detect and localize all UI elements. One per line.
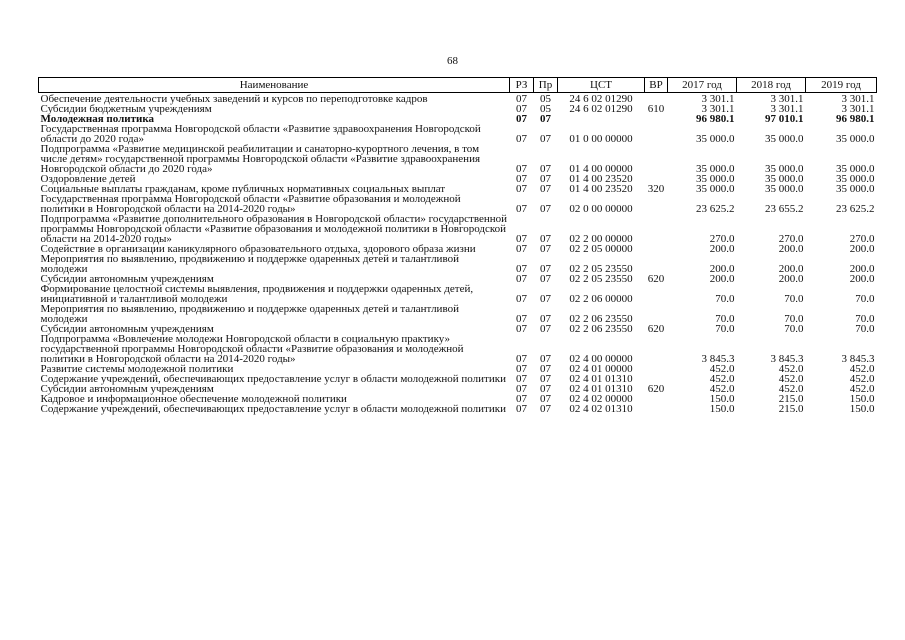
row-rz: 07 xyxy=(516,113,527,125)
row-pr: 07 xyxy=(540,373,551,385)
row-2018: 200.0 xyxy=(778,273,804,285)
row-2019: 200.0 xyxy=(849,243,875,255)
row-2017: 96 980.1 xyxy=(696,113,735,125)
row-2019: 270.0 xyxy=(849,233,875,245)
row-2018: 452.0 xyxy=(778,373,804,385)
row-2019: 35 000.0 xyxy=(836,163,875,175)
table-body xyxy=(39,93,877,415)
row-2019: 35 000.0 xyxy=(836,173,875,185)
row-2019: 452.0 xyxy=(849,373,875,385)
row-name: Подпрограмма «Вовлечение молодежи Новгородской области в социальную практику» государственной программы Новгородской области «Развитие образования и молодежной политики в Новгородской области на 2014-2020 годы» xyxy=(40,333,464,365)
row-pr: 07 xyxy=(540,173,551,185)
row-rz: 07 xyxy=(516,183,527,195)
row-name: Мероприятия по выявлению, продвижению и поддержке одаренных детей и талантливой молодежи xyxy=(40,303,459,325)
row-rz: 07 xyxy=(516,233,527,245)
row-pr: 07 xyxy=(540,393,551,405)
row-rz: 07 xyxy=(516,403,527,415)
row-name: Содержание учреждений, обеспечивающих предоставление услуг в области молодежной политики xyxy=(40,403,506,415)
row-2017: 35 000.0 xyxy=(696,133,735,145)
row-cst: 02 4 01 00000 xyxy=(569,363,633,375)
row-vr: 320 xyxy=(647,183,665,195)
row-pr: 07 xyxy=(540,233,551,245)
row-vr xyxy=(645,194,668,214)
table-row xyxy=(39,404,877,414)
table-row xyxy=(39,254,877,274)
row-name: Мероприятия по выявлению, продвижению и поддержке одаренных детей и талантливой молодежи xyxy=(40,253,459,275)
row-2017: 70.0 xyxy=(715,313,735,325)
table-row xyxy=(39,124,877,144)
table-row xyxy=(39,104,877,114)
row-2018: 200.0 xyxy=(778,263,804,275)
row-2017: 35 000.0 xyxy=(696,173,735,185)
row-2017: 35 000.0 xyxy=(696,163,735,175)
row-pr: 07 xyxy=(540,403,551,415)
row-cst: 02 0 00 00000 xyxy=(569,203,633,215)
table-header-row xyxy=(39,78,877,93)
table-row xyxy=(39,284,877,304)
row-2018: 215.0 xyxy=(778,393,804,405)
row-2018: 200.0 xyxy=(778,243,804,255)
row-name: Оздоровление детей xyxy=(40,173,136,185)
row-2017: 70.0 xyxy=(715,293,735,305)
row-2018: 35 000.0 xyxy=(765,183,804,195)
header-2017: 2017 год xyxy=(668,78,737,93)
row-pr: 07 xyxy=(540,163,551,175)
header-rz: РЗ xyxy=(510,78,534,93)
header-vr: ВР xyxy=(645,78,668,93)
row-2018: 3 301.1 xyxy=(770,93,804,105)
row-2018: 23 655.2 xyxy=(765,203,804,215)
row-2019: 3 845.3 xyxy=(841,353,875,365)
row-rz: 07 xyxy=(516,293,527,305)
row-2019: 70.0 xyxy=(855,293,875,305)
row-2018: 97 010.1 xyxy=(765,113,804,125)
row-vr xyxy=(645,254,668,274)
row-name: Субсидии бюджетным учреждениям xyxy=(40,103,212,115)
row-cst: 02 4 02 00000 xyxy=(569,393,633,405)
page-number: 68 xyxy=(447,55,458,67)
row-2018: 35 000.0 xyxy=(765,163,804,175)
row-rz: 07 xyxy=(516,93,527,105)
row-vr xyxy=(645,404,668,414)
row-name: Государственная программа Новгородской области «Развитие здравоохранения Новгородской области до 2020 года» xyxy=(40,123,481,145)
row-cst: 01 4 00 23520 xyxy=(569,173,633,185)
row-pr: 07 xyxy=(540,383,551,395)
row-2018: 452.0 xyxy=(778,363,804,375)
row-name: Субсидии автономным учреждениям xyxy=(40,323,214,335)
row-vr xyxy=(645,334,668,364)
row-rz: 07 xyxy=(516,163,527,175)
row-2019: 23 625.2 xyxy=(836,203,875,215)
row-2017: 270.0 xyxy=(709,233,735,245)
row-2017: 200.0 xyxy=(709,243,735,255)
row-pr: 05 xyxy=(540,103,551,115)
row-2019: 3 301.1 xyxy=(841,103,875,115)
row-2018: 35 000.0 xyxy=(765,133,804,145)
row-name: Субсидии автономным учреждениям xyxy=(40,273,214,285)
row-vr xyxy=(645,114,668,124)
row-rz: 07 xyxy=(516,173,527,185)
row-pr: 07 xyxy=(540,203,551,215)
row-cst xyxy=(558,114,645,124)
row-rz: 07 xyxy=(516,103,527,115)
table-row xyxy=(39,304,877,324)
row-pr: 05 xyxy=(540,93,551,105)
row-cst: 02 4 02 01310 xyxy=(569,403,633,415)
row-cst: 02 4 00 00000 xyxy=(569,353,633,365)
row-cst: 02 2 05 23550 xyxy=(569,263,633,275)
row-cst: 02 4 01 01310 xyxy=(569,373,633,385)
row-cst: 02 2 06 23550 xyxy=(569,313,633,325)
row-2019: 35 000.0 xyxy=(836,133,875,145)
row-rz: 07 xyxy=(516,263,527,275)
table-row xyxy=(39,144,877,174)
row-pr: 07 xyxy=(540,113,551,125)
row-pr: 07 xyxy=(540,273,551,285)
row-2018: 70.0 xyxy=(784,313,804,325)
row-name: Подпрограмма «Развитие медицинской реабилитации и санаторно-курортного лечения, в том числе детям» государственной программы Новгородской области «Развитие здравоохранения Новгородской области до 2020 года» xyxy=(40,143,481,175)
row-2018: 452.0 xyxy=(778,383,804,395)
row-rz: 07 xyxy=(516,323,527,335)
row-2019: 70.0 xyxy=(855,313,875,325)
row-rz: 07 xyxy=(516,133,527,145)
row-2018: 70.0 xyxy=(784,293,804,305)
row-2019: 200.0 xyxy=(849,263,875,275)
row-rz: 07 xyxy=(516,313,527,325)
row-name: Государственная программа Новгородской области «Развитие образования и молодежной политики в Новгородской области на 2014-2020 годы» xyxy=(40,193,461,215)
row-2017: 70.0 xyxy=(715,323,735,335)
row-vr: 620 xyxy=(647,323,665,335)
budget-table xyxy=(38,77,877,414)
row-2017: 150.0 xyxy=(709,393,735,405)
row-vr xyxy=(645,144,668,174)
header-2018: 2018 год xyxy=(737,78,806,93)
row-name: Социальные выплаты гражданам, кроме публичных нормативных социальных выплат xyxy=(40,183,446,195)
row-2018: 3 301.1 xyxy=(770,103,804,115)
row-rz: 07 xyxy=(516,373,527,385)
row-cst: 02 4 01 01310 xyxy=(569,383,633,395)
row-rz: 07 xyxy=(516,203,527,215)
row-rz: 07 xyxy=(516,363,527,375)
row-name: Субсидии автономным учреждениям xyxy=(40,383,214,395)
row-pr: 07 xyxy=(540,353,551,365)
row-2018: 215.0 xyxy=(778,403,804,415)
row-name: Молодежная политика xyxy=(40,113,155,125)
row-name: Обеспечение деятельности учебных заведений и курсов по переподготовке кадров xyxy=(40,93,428,105)
row-2017: 23 625.2 xyxy=(696,203,735,215)
row-pr: 07 xyxy=(540,293,551,305)
row-2019: 96 980.1 xyxy=(836,113,875,125)
row-vr xyxy=(645,394,668,404)
row-cst: 02 2 06 00000 xyxy=(569,293,633,305)
row-2017: 452.0 xyxy=(709,363,735,375)
row-2019: 452.0 xyxy=(849,363,875,375)
row-vr xyxy=(645,364,668,374)
row-vr: 620 xyxy=(647,273,665,285)
row-vr xyxy=(645,304,668,324)
table-row xyxy=(39,334,877,364)
row-vr: 610 xyxy=(647,103,665,115)
row-name: Развитие системы молодежной политики xyxy=(40,363,234,375)
row-rz: 07 xyxy=(516,383,527,395)
row-2017: 3 845.3 xyxy=(701,353,735,365)
row-2018: 35 000.0 xyxy=(765,173,804,185)
row-2019: 35 000.0 xyxy=(836,183,875,195)
row-name: Подпрограмма «Развитие дополнительного образования в Новгородской области» государственной программы Новгородской области «Развитие образования и молодежной политики в Новгородской области на 2014-2020 годы» xyxy=(40,213,508,245)
row-rz: 07 xyxy=(516,353,527,365)
row-2017: 452.0 xyxy=(709,373,735,385)
row-pr: 07 xyxy=(540,363,551,375)
row-2019: 150.0 xyxy=(849,393,875,405)
row-2019: 150.0 xyxy=(849,403,875,415)
row-pr: 07 xyxy=(540,133,551,145)
row-pr: 07 xyxy=(540,263,551,275)
row-cst: 02 2 05 23550 xyxy=(569,273,633,285)
row-vr xyxy=(645,244,668,254)
row-name: Содействие в организации каникулярного образовательного отдыха, здорового образа жизни xyxy=(40,243,476,255)
row-cst: 01 4 00 23520 xyxy=(569,183,633,195)
row-2017: 452.0 xyxy=(709,383,735,395)
row-2018: 270.0 xyxy=(778,233,804,245)
row-2018: 3 845.3 xyxy=(770,353,804,365)
row-pr: 07 xyxy=(540,313,551,325)
row-2017: 3 301.1 xyxy=(701,103,735,115)
row-rz: 07 xyxy=(516,273,527,285)
row-pr: 07 xyxy=(540,183,551,195)
row-cst: 02 2 06 23550 xyxy=(569,323,633,335)
row-rz: 07 xyxy=(516,393,527,405)
row-2019: 452.0 xyxy=(849,383,875,395)
row-name: Кадровое и информационное обеспечение молодежной политики xyxy=(40,393,347,405)
header-name: Наименование xyxy=(39,78,510,93)
row-cst: 24 6 02 01290 xyxy=(569,103,633,115)
row-rz: 07 xyxy=(516,243,527,255)
row-cst: 01 0 00 00000 xyxy=(569,133,633,145)
table-row xyxy=(39,214,877,244)
row-cst: 01 4 00 00000 xyxy=(569,163,633,175)
row-name: Содержание учреждений, обеспечивающих предоставление услуг в области молодежной политики xyxy=(40,373,506,385)
row-2019: 3 301.1 xyxy=(841,93,875,105)
row-vr xyxy=(645,214,668,244)
header-pr: Пр xyxy=(534,78,558,93)
row-vr xyxy=(645,124,668,144)
row-cst: 02 2 00 00000 xyxy=(569,233,633,245)
header-2019: 2019 год xyxy=(806,78,877,93)
row-2017: 150.0 xyxy=(709,403,735,415)
row-cst: 02 2 05 00000 xyxy=(569,243,633,255)
row-cst: 24 6 02 01290 xyxy=(569,93,633,105)
row-pr: 07 xyxy=(540,243,551,255)
table-row xyxy=(39,194,877,214)
row-vr: 620 xyxy=(647,383,665,395)
row-2017: 200.0 xyxy=(709,263,735,275)
row-2018: 70.0 xyxy=(784,323,804,335)
row-2019: 200.0 xyxy=(849,273,875,285)
row-2017: 3 301.1 xyxy=(701,93,735,105)
row-pr: 07 xyxy=(540,323,551,335)
row-2019: 70.0 xyxy=(855,323,875,335)
row-name: Формирование целостной системы выявления, продвижения и поддержки одаренных детей, инициативной и талантливой молодежи xyxy=(40,283,474,305)
row-2017: 35 000.0 xyxy=(696,183,735,195)
row-vr xyxy=(645,284,668,304)
header-cst: ЦСТ xyxy=(558,78,645,93)
row-2017: 200.0 xyxy=(709,273,735,285)
